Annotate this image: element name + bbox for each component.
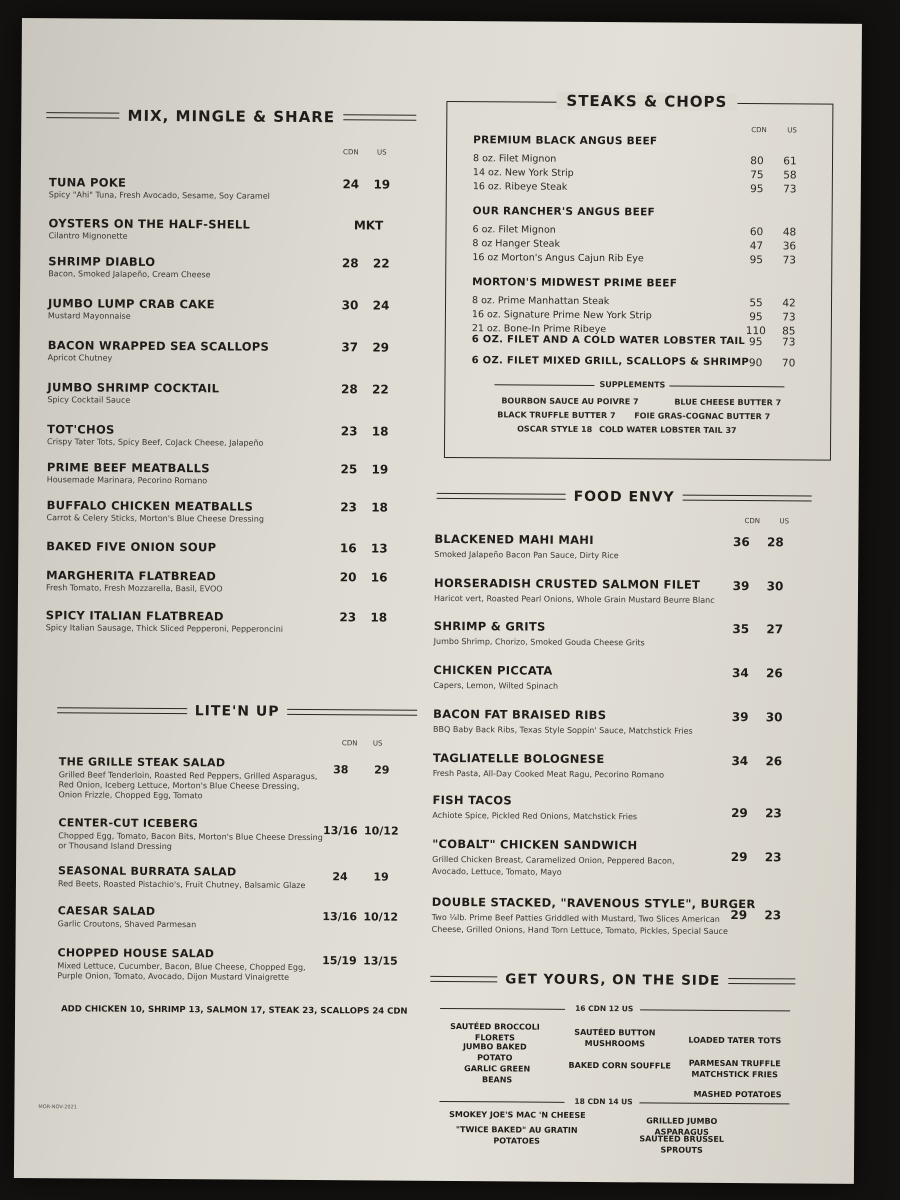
sides-price-2: 18 CDN 14 US xyxy=(574,1096,633,1107)
menu-item-desc: Red Onion, Iceberg Lettuce, Morton's Blue Cheese Dressing, xyxy=(58,780,300,791)
menu-item-desc: Jumbo Shrimp, Chorizo, Smoked Gouda Cheese Grits xyxy=(433,636,645,648)
price-cdn: 28 xyxy=(341,382,358,397)
menu-item-desc: Grilled Beef Tenderloin, Roasted Red Peppers, Grilled Asparagus, xyxy=(58,770,318,782)
price-cdn: 28 xyxy=(341,256,359,271)
side-item: MASHED POTATOES xyxy=(693,1089,782,1100)
price-us: 23 xyxy=(765,806,782,821)
price-us: 70 xyxy=(781,357,796,370)
menu-item-name: MARGHERITA FLATBREAD xyxy=(46,568,217,584)
supplement: BOURBON SAUCE AU POIVRE 7 xyxy=(501,396,639,407)
steak-combo: 6 OZ. FILET MIXED GRILL, SCALLOPS & SHRIMP xyxy=(471,355,750,369)
menu-item-name: TUNA POKE xyxy=(48,175,127,190)
price-us: 73 xyxy=(782,311,796,324)
menu-item-name: CHICKEN PICCATA xyxy=(433,662,553,678)
section-header-sides xyxy=(430,971,795,990)
price-cdn: 75 xyxy=(750,169,764,182)
divider xyxy=(440,1008,565,1010)
steak-group-title: MORTON'S MIDWEST PRIME BEEF xyxy=(472,276,678,290)
steak-combo: 6 OZ. FILET AND A COLD WATER LOBSTER TAIL xyxy=(471,334,746,348)
side-item: SAUTÉED BUTTON MUSHROOMS xyxy=(574,1027,656,1049)
divider xyxy=(439,1101,564,1103)
us-label: US xyxy=(377,148,387,157)
price-us: 85 xyxy=(782,325,796,338)
cdn-label: CDN xyxy=(341,739,358,748)
price-cdn: 34 xyxy=(731,753,749,769)
price-cdn: 23 xyxy=(339,610,357,625)
section-header-food xyxy=(437,488,812,507)
supplement: FOIE GRAS-COGNAC BUTTER 7 xyxy=(634,411,771,422)
price-us: 22 xyxy=(372,382,389,397)
side-item: SMOKEY JOE'S MAC 'N CHEESE xyxy=(449,1110,586,1120)
price-cdn: 35 xyxy=(732,621,750,637)
price-us: 19 xyxy=(373,177,391,192)
menu-item-desc: Mustard Mayonnaise xyxy=(47,311,131,321)
price-us: 61 xyxy=(783,155,797,168)
price-cdn: 60 xyxy=(749,226,764,239)
side-item: GRILLED JUMBO ASPARAGUS xyxy=(646,1116,718,1137)
menu-item-desc: Smoked Jalapeño Bacon Pan Sauce, Dirty Rice xyxy=(434,549,619,561)
addons-line: ADD CHICKEN 10, SHRIMP 13, SALMON 17, STEAK 23, SCALLOPS 24 CDN xyxy=(61,1004,408,1017)
menu-item-name: TOT'CHOS xyxy=(47,422,115,437)
price-us: 19 xyxy=(371,462,389,477)
price-cdn: 36 xyxy=(732,534,750,550)
price-us: 24 xyxy=(372,298,390,313)
menu-item-desc: Fresh Tomato, Fresh Mozzarella, Basil, EVOO xyxy=(45,583,223,594)
menu-item-desc: Onion Frizzle, Chopped Egg, Tomato xyxy=(58,790,203,801)
menu-item-desc: Cilantro Mignonette xyxy=(48,231,128,241)
menu-item-name: "COBALT" CHICKEN SANDWICH xyxy=(432,836,638,853)
price-cdn: 39 xyxy=(732,578,750,594)
price-cdn: 37 xyxy=(341,340,359,355)
price-cdn: 39 xyxy=(731,709,749,725)
price-us: 16 xyxy=(370,570,388,585)
menu-item-name: SHRIMP DIABLO xyxy=(48,254,156,269)
supplement: BLUE CHEESE BUTTER 7 xyxy=(674,397,782,408)
steak-group-title: PREMIUM BLACK ANGUS BEEF xyxy=(473,134,658,148)
price-cdn: 24 xyxy=(332,870,348,884)
price-us: 27 xyxy=(766,622,784,637)
steak-row-label: 8 oz Hanger Steak xyxy=(472,238,561,250)
menu-item-desc: Two ¼lb. Prime Beef Patties Griddled with Mustard, Two Slices American xyxy=(431,912,720,924)
cdn-label: CDN xyxy=(744,517,761,526)
menu-item-name: BUFFALO CHICKEN MEATBALLS xyxy=(46,498,254,514)
menu-item-name: CENTER-CUT ICEBERG xyxy=(58,816,199,831)
side-item: "TWICE BAKED" AU GRATIN POTATOES xyxy=(455,1125,578,1146)
supplement: OSCAR STYLE 18 xyxy=(517,424,593,434)
menu-item-name: SHRIMP & GRITS xyxy=(433,618,546,634)
side-item: SAUTEED BRUSSEL SPROUTS xyxy=(639,1134,724,1155)
menu-item-desc: Garlic Croutons, Shaved Parmesan xyxy=(57,919,197,930)
price-cdn: 95 xyxy=(750,183,764,196)
side-item: GARLIC GREEN BEANS xyxy=(464,1064,531,1085)
supplement: BLACK TRUFFLE BUTTER 7 xyxy=(497,410,616,421)
menu-item-desc: Achiote Spice, Pickled Red Onions, Matchstick Fries xyxy=(432,810,638,822)
price-us: 26 xyxy=(766,666,783,681)
divider xyxy=(640,1009,790,1011)
menu-item-name: JUMBO LUMP CRAB CAKE xyxy=(47,296,215,312)
menu-item-desc: Haricot vert, Roasted Pearl Onions, Whole Grain Mustard Beurre Blanc xyxy=(433,593,715,605)
steak-group-title: OUR RANCHER'S ANGUS BEEF xyxy=(472,205,656,219)
price-us: 22 xyxy=(372,256,390,271)
menu-item-desc: Apricot Chutney xyxy=(47,353,113,363)
menu-item-desc: Bacon, Smoked Jalapeño, Cream Cheese xyxy=(48,269,211,280)
price-us: 26 xyxy=(765,754,783,769)
menu-item-name: SEASONAL BURRATA SALAD xyxy=(58,864,237,879)
menu-item-desc: Red Beets, Roasted Pistachio's, Fruit Chutney, Balsamic Glaze xyxy=(57,879,306,890)
price-cdn: 80 xyxy=(750,155,764,168)
price-us: 29 xyxy=(374,763,390,777)
cdn-label: CDN xyxy=(751,126,767,135)
menu-item-name: BACON FAT BRAISED RIBS xyxy=(433,706,607,723)
menu-item-name: CAESAR SALAD xyxy=(57,904,156,918)
menu-item-name: BLACKENED MAHI MAHI xyxy=(434,531,594,548)
menu-item-desc: Carrot & Celery Sticks, Morton's Blue Cheese Dressing xyxy=(46,513,264,524)
price-cdn: 23 xyxy=(340,500,357,515)
price-us: 23 xyxy=(764,908,782,923)
price-us: 29 xyxy=(372,340,390,355)
price-cdn: 23 xyxy=(340,424,358,439)
section-header-mix xyxy=(46,106,416,127)
menu-item-desc: Avocado, Lettuce, Tomato, Mayo xyxy=(432,866,562,877)
price-us: 23 xyxy=(764,850,782,865)
steak-row-label: 16 oz Morton's Angus Cajun Rib Eye xyxy=(472,252,644,265)
steak-row-label: 8 oz. Filet Mignon xyxy=(472,153,557,165)
section-title-steaks: STEAKS & CHOPS xyxy=(556,92,737,111)
menu-item-name: OYSTERS ON THE HALF-SHELL xyxy=(48,216,251,232)
price-us: 19 xyxy=(373,870,389,884)
menu-item-name: TAGLIATELLE BOLOGNESE xyxy=(432,750,605,767)
price-cdn: 24 xyxy=(342,177,360,192)
menu-item-desc: Spicy "Ahi" Tuna, Fresh Avocado, Sesame, Soy Caramel xyxy=(48,190,270,201)
price-us: 10/12 xyxy=(363,824,399,838)
price-cdn: 90 xyxy=(748,357,763,370)
menu-page xyxy=(14,18,862,1184)
price-cdn: 95 xyxy=(749,254,764,267)
price-cdn: 110 xyxy=(745,325,766,338)
menu-item-desc: Cheese, Grilled Onions, Hand Torn Lettuce, Tomato, Pickles, Special Sauce xyxy=(431,924,728,936)
price-cdn: 55 xyxy=(749,297,763,310)
side-item: JUMBO BAKED POTATO xyxy=(462,1042,527,1063)
price-cdn: 47 xyxy=(749,240,764,253)
price-us: 18 xyxy=(371,424,389,439)
price-us: 48 xyxy=(782,226,797,239)
price-us: 73 xyxy=(782,336,796,349)
supplement: COLD WATER LOBSTER TAIL 37 xyxy=(599,425,737,435)
menu-item-desc: Spicy Italian Sausage, Thick Sliced Pepperoni, Pepperoncini xyxy=(45,623,284,634)
menu-item-desc: Capers, Lemon, Wilted Spinach xyxy=(433,680,559,691)
price-cdn: 25 xyxy=(340,462,358,477)
steak-row-label: 16 oz. Ribeye Steak xyxy=(472,181,568,193)
price-us: 30 xyxy=(766,579,784,594)
price-us: 18 xyxy=(371,500,388,515)
section-title: MIX, MINGLE & SHARE xyxy=(127,106,336,127)
menu-item-desc: Chopped Egg, Tomato, Bacon Bits, Morton's Blue Cheese Dressing xyxy=(58,831,323,843)
sides-price-1: 16 CDN 12 US xyxy=(575,1003,634,1014)
price-us: 42 xyxy=(782,297,796,310)
menu-item-name: FISH TACOS xyxy=(432,792,513,808)
us-label: US xyxy=(372,739,383,748)
side-item: SAUTÉED BROCCOLI FLORETS xyxy=(450,1022,540,1043)
steak-row-label: 14 oz. New York Strip xyxy=(472,167,574,179)
menu-item-desc: Mixed Lettuce, Cucumber, Bacon, Blue Cheese, Chopped Egg, xyxy=(57,961,306,973)
price-us: 18 xyxy=(370,610,388,625)
menu-item-name: PRIME BEEF MEATBALLS xyxy=(46,460,210,476)
price-cdn: 29 xyxy=(730,907,748,923)
menu-item-name: THE GRILLE STEAK SALAD xyxy=(58,755,226,770)
price-cdn: 16 xyxy=(339,541,357,556)
us-label: US xyxy=(779,517,790,526)
section-title: FOOD ENVY xyxy=(573,488,675,506)
price-cdn: 13/16 xyxy=(322,910,358,924)
price-cdn: 29 xyxy=(730,849,748,865)
steak-row-label: 8 oz. Prime Manhattan Steak xyxy=(471,295,610,308)
price-us: 73 xyxy=(782,254,797,267)
price-us: 30 xyxy=(765,710,783,725)
menu-item-desc: or Thousand Island Dressing xyxy=(58,841,172,852)
price-us: 58 xyxy=(783,169,797,182)
menu-item-name: BAKED FIVE ONION SOUP xyxy=(46,539,217,555)
menu-item-desc: Grilled Chicken Breast, Caramelized Onion, Peppered Bacon, xyxy=(432,854,675,866)
price-us: 13/15 xyxy=(363,954,398,968)
menu-code: MOR-NOV-2021 xyxy=(38,1104,77,1111)
menu-item-name: JUMBO SHRIMP COCKTAIL xyxy=(47,380,220,396)
menu-item-desc: Spicy Cocktail Sauce xyxy=(47,395,131,405)
menu-item-desc: Fresh Pasta, All-Day Cooked Meat Ragu, Pecorino Romano xyxy=(432,768,665,780)
cdn-label: CDN xyxy=(343,148,359,157)
price-cdn: 38 xyxy=(333,763,349,777)
section-title: LITE'N UP xyxy=(194,703,280,720)
price-cdn: 13/16 xyxy=(322,824,358,838)
price-cdn: 95 xyxy=(749,311,763,324)
menu-item-name: BACON WRAPPED SEA SCALLOPS xyxy=(47,338,270,354)
steak-row-label: 6 oz. Filet Mignon xyxy=(472,224,556,236)
us-label: US xyxy=(787,126,797,135)
divider xyxy=(639,1102,789,1104)
price-cdn: 95 xyxy=(749,336,763,349)
menu-item-name: HORSERADISH CRUSTED SALMON FILET xyxy=(434,575,701,592)
price-cdn: 34 xyxy=(732,665,749,681)
section-header-lite xyxy=(57,702,417,721)
side-item: LOADED TATER TOTS xyxy=(688,1035,782,1046)
price-us: 10/12 xyxy=(363,910,399,924)
price-us: 28 xyxy=(766,535,784,550)
supplements-title: SUPPLEMENTS xyxy=(599,380,666,390)
menu-item-desc: Crispy Tater Tots, Spicy Beef, CoJack Cheese, Jalapeño xyxy=(47,437,264,448)
price-cdn: 15/19 xyxy=(322,954,357,968)
price-us: 36 xyxy=(782,240,797,253)
steak-row-label: 16 oz. Signature Prime New York Strip xyxy=(471,309,652,322)
menu-item-name: SPICY ITALIAN FLATBREAD xyxy=(45,608,224,624)
price-market: MKT xyxy=(353,218,384,233)
menu-item-name: CHOPPED HOUSE SALAD xyxy=(57,946,215,961)
menu-item-desc: BBQ Baby Back Ribs, Texas Style Soppin' Sauce, Matchstick Fries xyxy=(433,724,693,736)
price-cdn: 20 xyxy=(339,570,357,585)
price-cdn: 29 xyxy=(731,805,748,821)
steak-row-label: 21 oz. Bone-In Prime Ribeye xyxy=(471,323,607,336)
section-title: GET YOURS, ON THE SIDE xyxy=(505,971,721,989)
side-item: BAKED CORN SOUFFLE xyxy=(568,1060,671,1071)
menu-item-desc: Housemade Marinara, Pecorino Romano xyxy=(46,475,208,486)
price-us: 73 xyxy=(783,183,797,196)
menu-item-desc: Purple Onion, Tomato, Avocado, Dijon Mustard Vinaigrette xyxy=(57,971,290,982)
price-cdn: 30 xyxy=(341,298,359,313)
side-item: PARMESAN TRUFFLE MATCHSTICK FRIES xyxy=(688,1058,781,1080)
price-us: 13 xyxy=(370,541,388,556)
menu-item-name: DOUBLE STACKED, "RAVENOUS STYLE", BURGER xyxy=(431,894,756,912)
